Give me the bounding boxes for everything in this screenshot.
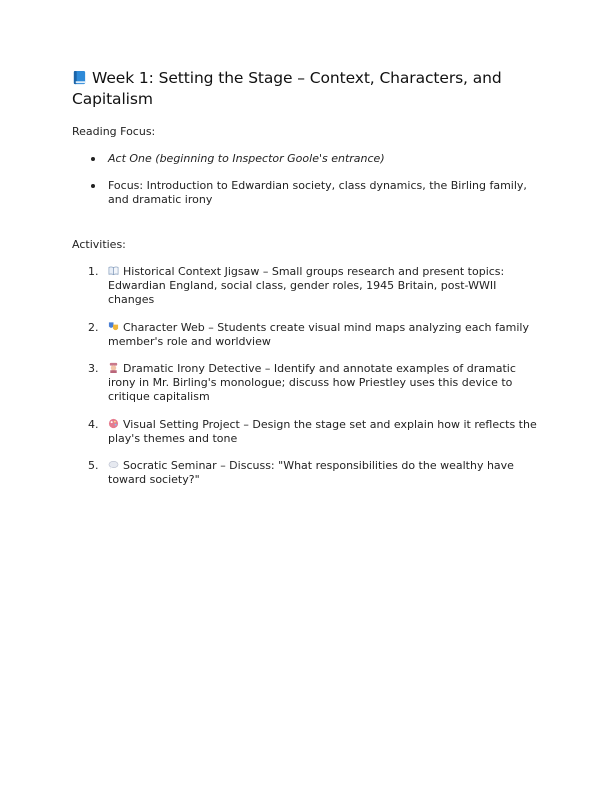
activities-label: Activities: [72, 238, 126, 251]
speech-bubble-icon [108, 459, 119, 470]
blue-book-icon [72, 70, 87, 85]
activity-item [72, 418, 542, 446]
activity-text: Visual Setting Project – Design the stage set and explain how it reflects the play's themes and tone [108, 417, 537, 445]
open-book-icon [108, 265, 119, 276]
activity-number: 5. [88, 459, 99, 472]
bullet-dot [91, 157, 95, 161]
reading-focus-item: Act One (beginning to Inspector Goole's entrance) [108, 152, 385, 165]
reading-focus-item: Focus: Introduction to Edwardian society, class dynamics, the Birling family, and dramatic irony [108, 179, 527, 206]
activity-number: 3. [88, 362, 99, 375]
list-item [72, 152, 542, 166]
activity-text: Historical Context Jigsaw – Small groups research and present topics: Edwardian England, social class, gender roles, 1945 Britain, post-WWII changes [108, 265, 505, 306]
activity-item [72, 321, 542, 349]
week-title-text: Week 1: Setting the Stage – Context, Characters, and Capitalism [72, 69, 502, 108]
activity-item [72, 362, 542, 404]
activities-list [72, 265, 542, 487]
palette-icon [108, 418, 119, 429]
theater-masks-icon [108, 321, 119, 332]
activity-item [72, 265, 542, 307]
week-title [72, 68, 542, 110]
reading-focus-label: Reading Focus: [72, 125, 156, 138]
lesson-page [72, 68, 542, 501]
detective-icon [108, 362, 119, 373]
activity-text: Socratic Seminar – Discuss: "What responsibilities do the wealthy have toward society?" [108, 459, 514, 486]
activity-text: Character Web – Students create visual mind maps analyzing each family member's role and worldview [108, 320, 529, 348]
activity-text: Dramatic Irony Detective – Identify and annotate examples of dramatic irony in Mr. Birling's monologue; discuss how Priestley uses this device to critique capitalism [108, 362, 516, 403]
activity-number: 4. [88, 417, 99, 431]
activity-number: 1. [88, 265, 99, 278]
activity-number: 2. [88, 320, 99, 334]
reading-focus-list [72, 152, 542, 207]
bullet-dot [91, 184, 95, 188]
activity-item [72, 459, 542, 487]
list-item [72, 179, 542, 207]
